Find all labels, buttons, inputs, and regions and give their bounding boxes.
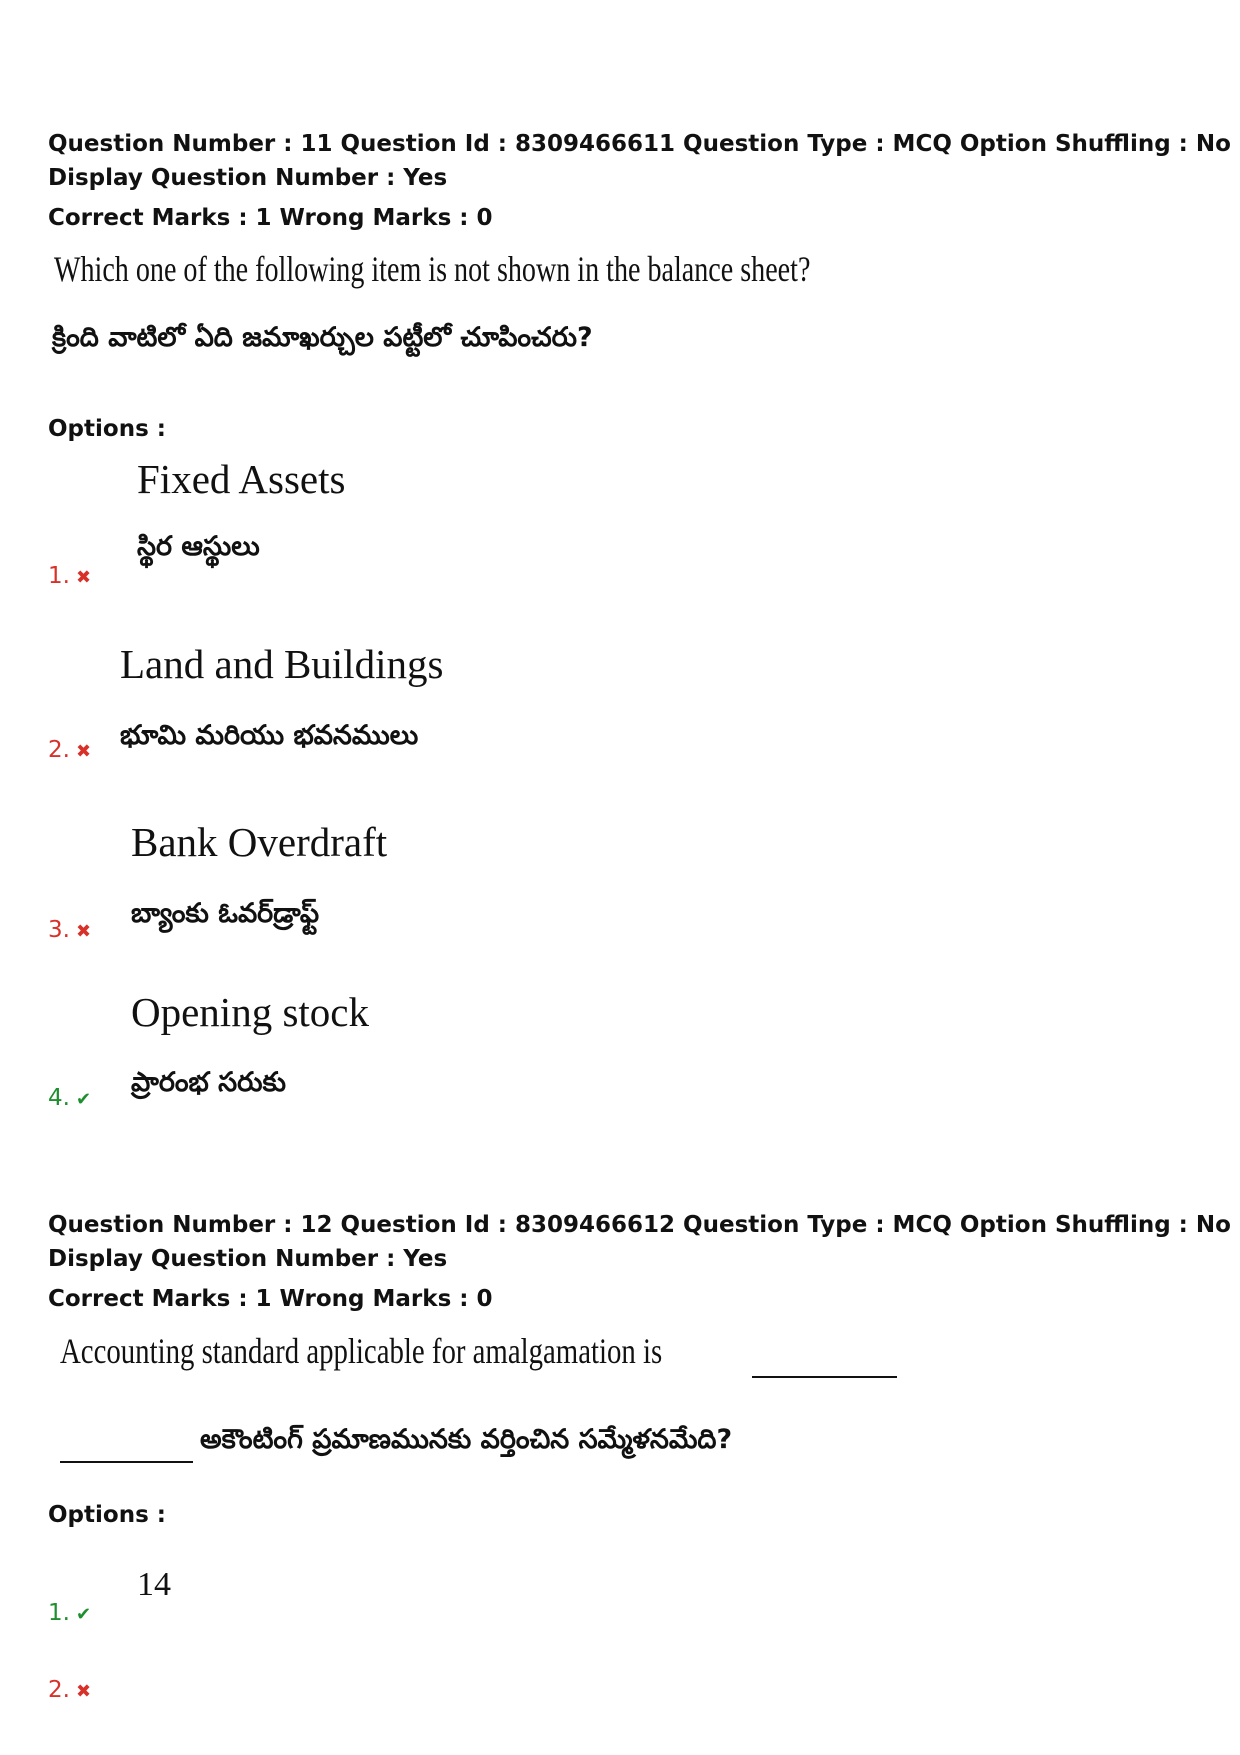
- q12-option-2-number: 2.: [48, 1677, 70, 1703]
- q11-option-4-text-en: Opening stock: [131, 989, 369, 1035]
- question-11-text-te: క్రింది వాటిలో ఏది జమాఖర్చుల పట్టీలో చూపించరు?: [52, 322, 593, 353]
- question-12-options-label: Options :: [48, 1502, 166, 1528]
- q11-option-1[interactable]: [48, 563, 91, 589]
- wrong-cross-icon: ✖: [75, 1681, 92, 1702]
- fill-in-blank-line: [60, 1461, 193, 1463]
- q11-option-4-text-te: ప్రారంభ సరుకు: [131, 1067, 286, 1098]
- question-12-text-te: అకౌంటింగ్ ప్రమాణమునకు వర్తించిన సమ్మేళనమేది?: [200, 1424, 733, 1455]
- question-12-text-en: Accounting standard applicable for amalgamation is: [60, 1331, 663, 1371]
- q11-option-2-text-en: Land and Buildings: [120, 641, 444, 687]
- fill-in-blank-line: [752, 1376, 897, 1378]
- q11-option-2[interactable]: [48, 737, 91, 763]
- wrong-cross-icon: ✖: [75, 921, 92, 942]
- question-12-meta-line1: Question Number : 12 Question Id : 8309466612 Question Type : MCQ Option Shuffling : No: [48, 1212, 1231, 1238]
- wrong-cross-icon: ✖: [75, 567, 92, 588]
- q11-option-3-text-en: Bank Overdraft: [131, 819, 388, 865]
- q11-option-2-text-te: భూమి మరియు భవనములు: [120, 720, 419, 751]
- q11-option-4[interactable]: [48, 1085, 91, 1111]
- q11-option-3-text-te: బ్యాంకు ఓవర్‌డ్రాఫ్ట్: [131, 898, 320, 929]
- q11-option-4-number: 4.: [48, 1085, 70, 1111]
- question-12-text-en-row: [60, 1330, 813, 1372]
- q11-option-2-number: 2.: [48, 737, 70, 763]
- q12-option-1-text-en: 14: [137, 1566, 171, 1603]
- q11-option-1-text-en: Fixed Assets: [137, 456, 346, 502]
- q12-option-1[interactable]: [48, 1600, 91, 1626]
- q11-option-3[interactable]: [48, 917, 91, 943]
- question-11-meta-line1: Question Number : 11 Question Id : 8309466611 Question Type : MCQ Option Shuffling : No: [48, 131, 1231, 157]
- correct-check-icon: ✔: [75, 1604, 92, 1625]
- question-11-text-en: Which one of the following item is not shown in the balance sheet?: [54, 249, 811, 289]
- wrong-cross-icon: ✖: [75, 741, 92, 762]
- q11-option-1-number: 1.: [48, 563, 70, 589]
- q12-option-2[interactable]: [48, 1677, 91, 1703]
- correct-check-icon: ✔: [75, 1089, 92, 1110]
- q11-option-3-number: 3.: [48, 917, 70, 943]
- question-12-marks: Correct Marks : 1 Wrong Marks : 0: [48, 1286, 493, 1312]
- question-11-meta-line2: Display Question Number : Yes: [48, 165, 448, 191]
- q12-option-1-number: 1.: [48, 1600, 70, 1626]
- question-12-meta-line2: Display Question Number : Yes: [48, 1246, 448, 1272]
- q11-option-1-text-te: స్థిర ఆస్థులు: [137, 531, 260, 562]
- question-11-marks: Correct Marks : 1 Wrong Marks : 0: [48, 205, 493, 231]
- question-11-options-label: Options :: [48, 416, 166, 442]
